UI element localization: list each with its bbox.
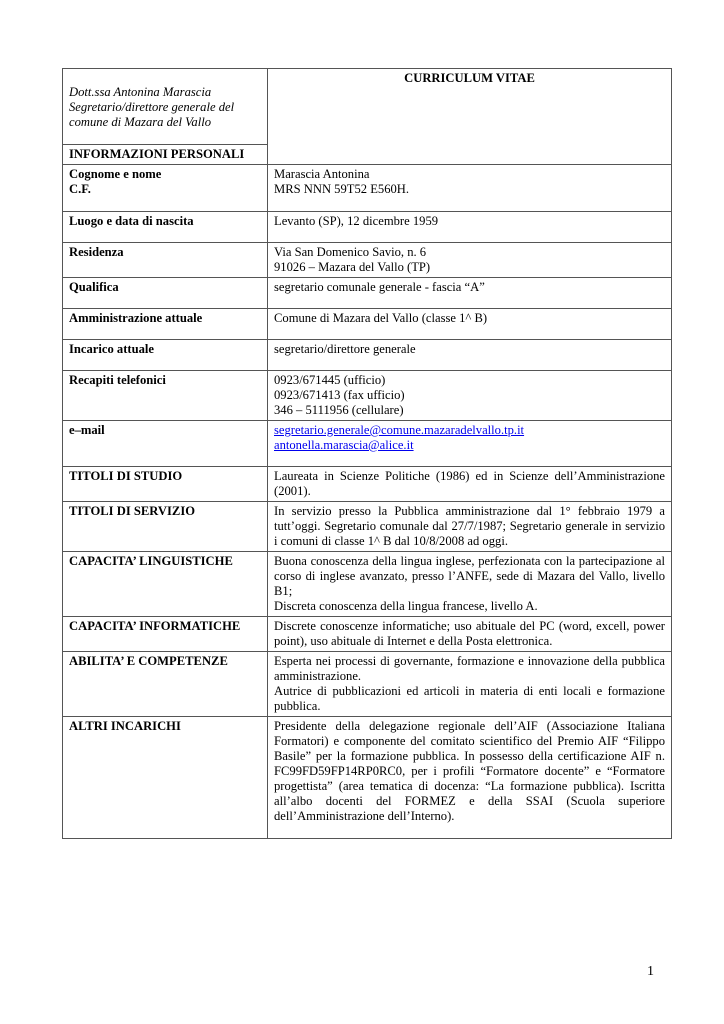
label-name-line2: C.F. bbox=[69, 182, 91, 196]
value-skills-publications: Autrice di pubblicazioni ed articoli in materia di enti locali e formazione pubblica. bbox=[274, 684, 665, 713]
value-languages-french: Discreta conoscenza della lingua francese, livello A. bbox=[274, 599, 538, 613]
row-assignment bbox=[63, 340, 672, 371]
value-phone-mobile: 346 – 5111956 (cellulare) bbox=[274, 403, 404, 417]
label-qualification: Qualifica bbox=[63, 278, 268, 309]
value-skills bbox=[268, 652, 672, 717]
value-skills-expertise: Esperta nei processi di governante, formazione e innovazione della pubblica amministrazione. bbox=[274, 654, 665, 683]
value-name-line1: Marascia Antonina bbox=[274, 167, 370, 181]
value-residence-line2: 91026 – Mazara del Vallo (TP) bbox=[274, 260, 431, 274]
label-assignment: Incarico attuale bbox=[63, 340, 268, 371]
label-birth: Luogo e data di nascita bbox=[63, 212, 268, 243]
row-administration bbox=[63, 309, 672, 340]
value-phones bbox=[268, 371, 672, 421]
label-skills: ABILITA’ E COMPETENZE bbox=[63, 652, 268, 717]
row-service bbox=[63, 502, 672, 552]
value-service: In servizio presso la Pubblica amministrazione dal 1° febbraio 1979 a tutt’oggi. Segretario comunale dal 27/7/1987; Segretario generale in servizio i comuni di classe 1^ B dal 10/8/2008 ad oggi. bbox=[268, 502, 672, 552]
label-computer: CAPACITA’ INFORMATICHE bbox=[63, 617, 268, 652]
value-education: Laureata in Scienze Politiche (1986) ed in Scienze dell’Amministrazione (2001). bbox=[268, 467, 672, 502]
page-number: 1 bbox=[647, 964, 654, 979]
value-residence-line1: Via San Domenico Savio, n. 6 bbox=[274, 245, 427, 259]
value-assignment: segretario/direttore generale bbox=[268, 340, 672, 371]
email-link-personal[interactable]: antonella.marascia@alice.it bbox=[274, 438, 414, 452]
header-row bbox=[63, 69, 672, 145]
label-name bbox=[63, 165, 268, 212]
label-phones: Recapiti telefonici bbox=[63, 371, 268, 421]
value-phone-office: 0923/671445 (ufficio) bbox=[274, 373, 386, 387]
row-email bbox=[63, 421, 672, 467]
label-other: ALTRI INCARICHI bbox=[63, 717, 268, 839]
value-qualification: segretario comunale generale - fascia “A” bbox=[268, 278, 672, 309]
label-email: e–mail bbox=[63, 421, 268, 467]
row-languages bbox=[63, 552, 672, 617]
email-link-office[interactable]: segretario.generale@comune.mazaradelvallo.tp.it bbox=[274, 423, 525, 437]
row-residence bbox=[63, 243, 672, 278]
value-phone-fax: 0923/671413 (fax ufficio) bbox=[274, 388, 405, 402]
value-languages bbox=[268, 552, 672, 617]
value-other: Presidente della delegazione regionale dell’AIF (Associazione Italiana Formatori) e componente del comitato scientifico del Premio AIF “Filippo Basile” per la formazione pubblica. In possesso della certificazione AIF n. FC99FD59FP14RP0RC0, per i profili “Formatore docente” e “Formatore progettista” (area tematica di docenza: “La formazione pubblica). Iscritta all’albo docenti del FORMEZ e della SSAI (Scuola superiore dell’Amministrazione dell’Interno). bbox=[268, 717, 672, 839]
row-phones bbox=[63, 371, 672, 421]
cv-table bbox=[62, 68, 672, 839]
title-cell bbox=[268, 69, 672, 165]
row-education bbox=[63, 467, 672, 502]
author-role: Segretario/direttore generale del bbox=[69, 100, 235, 114]
label-administration: Amministrazione attuale bbox=[63, 309, 268, 340]
row-name bbox=[63, 165, 672, 212]
value-administration: Comune di Mazara del Vallo (classe 1^ B) bbox=[268, 309, 672, 340]
row-birth bbox=[63, 212, 672, 243]
label-residence: Residenza bbox=[63, 243, 268, 278]
value-email bbox=[268, 421, 672, 467]
value-computer: Discrete conoscenze informatiche; uso abituale del PC (word, excell, power point), uso abituale di Internet e della Posta elettronica. bbox=[268, 617, 672, 652]
value-name-line2: MRS NNN 59T52 E560H. bbox=[274, 182, 410, 196]
section-personal-heading: INFORMAZIONI PERSONALI bbox=[63, 145, 268, 165]
label-languages: CAPACITA’ LINGUISTICHE bbox=[63, 552, 268, 617]
value-birth: Levanto (SP), 12 dicembre 1959 bbox=[268, 212, 672, 243]
value-name bbox=[268, 165, 672, 212]
label-name-line1: Cognome e nome bbox=[69, 167, 162, 181]
author-cell bbox=[63, 69, 268, 145]
value-languages-english: Buona conoscenza della lingua inglese, perfezionata con la partecipazione al corso di inglese avanzato, presso l’ANFE, sede di Mazara del Vallo, livello B1; bbox=[274, 554, 665, 598]
document-title: CURRICULUM VITAE bbox=[404, 71, 535, 85]
row-computer bbox=[63, 617, 672, 652]
row-skills bbox=[63, 652, 672, 717]
author-name: Dott.ssa Antonina Marascia bbox=[69, 85, 212, 99]
row-qualification bbox=[63, 278, 672, 309]
row-other bbox=[63, 717, 672, 839]
author-municipality: comune di Mazara del Vallo bbox=[69, 115, 212, 129]
value-residence bbox=[268, 243, 672, 278]
label-service: TITOLI DI SERVIZIO bbox=[63, 502, 268, 552]
label-education: TITOLI DI STUDIO bbox=[63, 467, 268, 502]
